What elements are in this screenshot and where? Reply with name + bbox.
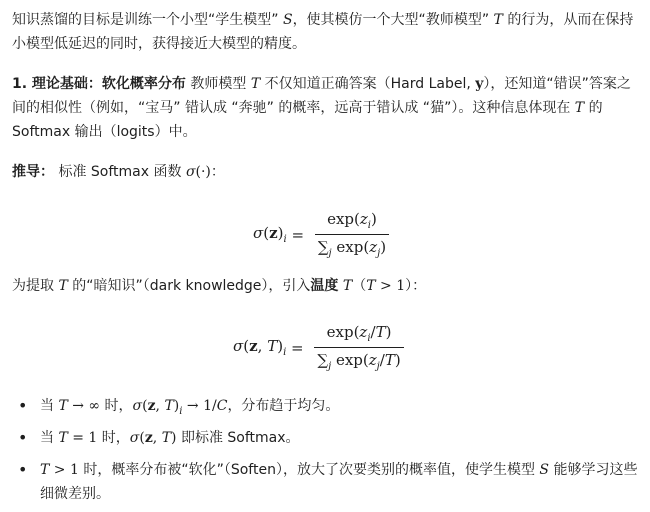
- temperature-var-t: T: [58, 278, 68, 294]
- b2-sigma: σ: [129, 430, 140, 446]
- formula2-z: z: [249, 337, 258, 355]
- b2-z: z: [144, 430, 153, 446]
- formula1-num-fn: exp(: [327, 210, 360, 228]
- b2-text-b: 时，: [97, 430, 130, 446]
- temperature-var-t2: T: [342, 278, 353, 294]
- formula2-comma: ,: [257, 337, 268, 355]
- formula1-den-fn: exp(: [331, 238, 370, 256]
- formula2-num-fn: exp(: [326, 323, 360, 341]
- b1-text-b: 时，: [100, 398, 133, 414]
- formula2-denominator: [314, 347, 403, 372]
- formula2-den-close: ): [394, 351, 401, 369]
- formula2-sum-sub: j: [328, 361, 332, 372]
- derivation-paragraph: [12, 160, 640, 184]
- b1-comma: ,: [155, 398, 165, 414]
- formula1-sigma: σ: [253, 224, 264, 242]
- list-item: [40, 426, 640, 450]
- derivation-paren: (·): [195, 164, 211, 180]
- formula1-lhs: [253, 224, 287, 245]
- b2-open: (: [139, 430, 145, 446]
- b1-text-a: 当: [40, 398, 59, 414]
- intro-text-b: ，使其模仿一个大型“教师模型”: [292, 12, 494, 28]
- formula1-z: z: [269, 224, 278, 242]
- b2-text-c: 即标准 Softmax。: [176, 430, 300, 446]
- formula2-close: ): [277, 337, 284, 355]
- b1-t: T: [164, 398, 174, 414]
- formula2-num-div: /: [370, 323, 376, 341]
- b3-var-t: T: [40, 462, 50, 478]
- formula1-den-var: z: [369, 238, 378, 256]
- formula2-num-var: z: [359, 323, 368, 341]
- formula2-den-t: T: [384, 351, 395, 369]
- formula1-num-close: ): [370, 210, 377, 228]
- b1-arrow: → 1/: [182, 398, 217, 414]
- formula2-t: T: [267, 337, 278, 355]
- formula2-open: (: [243, 337, 250, 355]
- intro-var-s: S: [282, 12, 293, 28]
- formula2-num-close: ): [385, 323, 392, 341]
- b2-t: T: [161, 430, 172, 446]
- temperature-cond-rest: > 1: [375, 278, 406, 294]
- formula1-den-close: ): [380, 238, 387, 256]
- b3-text-b: 能够学习这些细微差别。: [40, 462, 638, 502]
- formula2-sum: ∑: [317, 351, 329, 369]
- softmax-formula: [253, 210, 389, 259]
- b2-cond: = 1: [67, 430, 98, 446]
- intro-text-c: 的行为，从而在保持小模型低延迟的同时，获得接近大模型的精度。: [12, 12, 634, 52]
- b1-close: ): [173, 398, 180, 414]
- derivation-text-b: ：: [210, 164, 225, 180]
- formula1-equals: =: [286, 225, 309, 244]
- b1-sub: i: [179, 405, 183, 417]
- b1-var-t: T: [58, 398, 68, 414]
- section1-var-y: y: [475, 76, 484, 92]
- b3-var-s: S: [539, 462, 549, 478]
- formula2-den-var: z: [368, 351, 377, 369]
- formula1-open: (: [263, 224, 270, 242]
- derivation-sigma: σ: [185, 164, 196, 180]
- formula2-den-div: /: [379, 351, 385, 369]
- b3-text-a: 时，概率分布被“软化”（Soften），放大了次要类别的概率值，使学生模型: [78, 462, 540, 478]
- temperature-bold: 温度: [310, 278, 339, 294]
- section1-text-a: 教师模型: [185, 76, 251, 92]
- b2-comma: ,: [152, 430, 162, 446]
- formula2-num-sub: i: [367, 333, 371, 344]
- intro-text-a: 知识蒸馏的目标是训练一个小型“学生模型”: [12, 12, 283, 28]
- derivation-text-a: 标准 Softmax 函数: [54, 164, 186, 180]
- b1-z: z: [147, 398, 156, 414]
- formula2-numerator: [324, 323, 395, 347]
- list-item: [40, 458, 640, 506]
- formula1-den-var-sub: j: [377, 248, 381, 259]
- intro-paragraph: [12, 8, 640, 56]
- b1-text-c: ，分布趋于均匀。: [227, 398, 340, 414]
- formula2-lhs: [233, 337, 286, 358]
- b2-text-a: 当: [40, 430, 59, 446]
- temperature-cond-t: T: [366, 278, 376, 294]
- formula1-numerator: [324, 210, 380, 234]
- section1-heading: 1. 理论基础：软化概率分布: [12, 76, 186, 92]
- formula2-den-fn: exp(: [331, 351, 369, 369]
- b1-cond: → ∞: [67, 398, 101, 414]
- b2-close: ): [171, 430, 177, 446]
- formula1-fraction: [315, 210, 389, 259]
- section1-text-d: 的Softmax 输出（logits）中。: [12, 100, 603, 140]
- formula1-sum-sub: j: [328, 248, 332, 259]
- section1-var-t: T: [250, 76, 261, 92]
- formula1-num-var: z: [359, 210, 368, 228]
- formula1-sub: i: [283, 234, 287, 245]
- intro-var-t: T: [493, 12, 503, 28]
- formula2-num-t: T: [375, 323, 386, 341]
- b2-var-t: T: [58, 430, 68, 446]
- formula1-close: ): [277, 224, 284, 242]
- formula2-fraction: [314, 323, 403, 372]
- section1-var-t2: T: [574, 100, 585, 116]
- section1-text-b: 不仅知道正确答案（Hard Label,: [260, 76, 476, 92]
- b3-cond: > 1: [49, 462, 79, 478]
- formula1-num-sub: i: [367, 220, 371, 231]
- formula2-equals: =: [286, 338, 309, 357]
- section1-paragraph: [12, 72, 640, 144]
- temperature-softmax-formula: [233, 323, 404, 372]
- formula1-sum: ∑: [317, 238, 329, 256]
- b1-open: (: [142, 398, 148, 414]
- b1-c: C: [216, 398, 228, 414]
- section1-text-c: ），还知道“错误”答案之间的相似性（例如，“宝马” 错认成 “奔驰” 的概率，远高于错认成 “猫”）。这种信息体现在: [12, 76, 631, 116]
- formula1-denominator: [315, 234, 389, 259]
- temperature-text-b: 的“暗知识”（dark knowledge），引入: [67, 278, 311, 294]
- temperature-text-d: （: [352, 278, 367, 294]
- temperature-text-e: ）：: [405, 278, 427, 294]
- temperature-paragraph: [12, 274, 640, 298]
- temperature-text-a: 为提取: [12, 278, 59, 294]
- derivation-label: 推导：: [12, 164, 54, 180]
- formula2-den-var-sub: j: [376, 361, 380, 372]
- b1-sigma: σ: [132, 398, 143, 414]
- list-item: [40, 394, 640, 424]
- formula2-sub: i: [283, 347, 287, 358]
- formula2-sigma: σ: [233, 337, 244, 355]
